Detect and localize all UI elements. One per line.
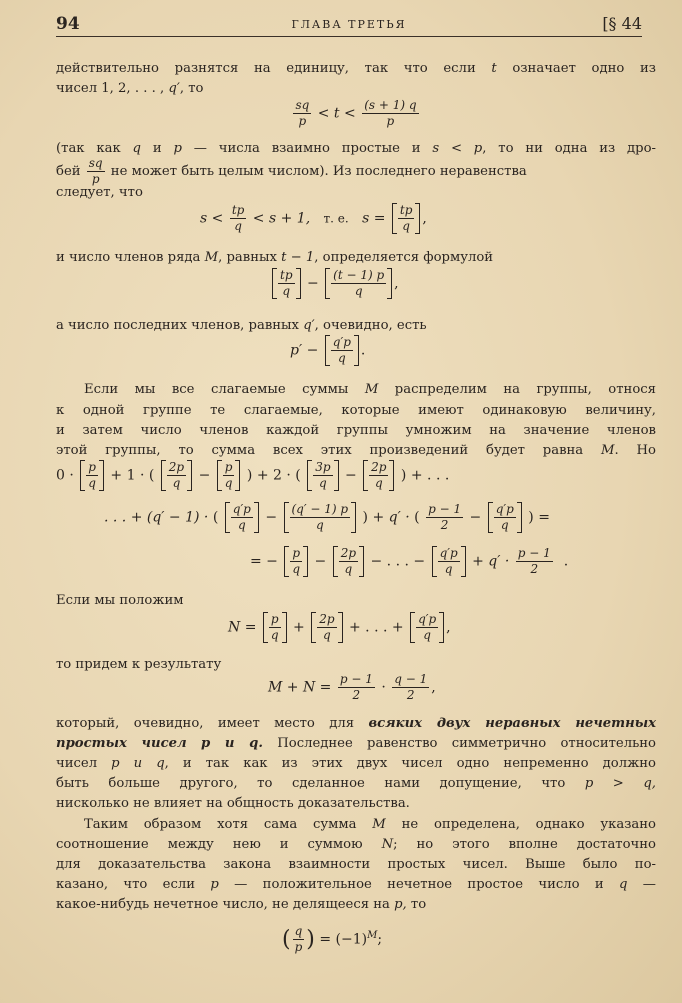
formula-2: s < $\frac{tp}{q}$ < s + 1, т. е. s = $\frac{tp}{q}$ , — [200, 203, 427, 233]
formula-3: $\frac{tp}{q}$ − $\frac{(t - 1) p}{q}$ , — [270, 268, 570, 299]
text-line-2: чисел 1, 2, . . . , q′, то — [56, 81, 204, 96]
paragraph-1-line-2: к одной группе те слагаемые, которые имеют одинаковую величину, — [56, 403, 656, 418]
section-number: [§ 44 — [602, 14, 642, 33]
paragraph-2-line-3: чисел p и q, и так как из этих двух чисел одно непременно должно — [56, 756, 656, 771]
paragraph-3-line-2: соотношение между нею и суммою N; но этого вполне достаточно — [56, 837, 656, 852]
text-line-6: и число членов ряда M, равных t − 1, определяется формулой — [56, 250, 494, 265]
page-header — [56, 14, 642, 40]
paragraph-3-line-4: казано, что если p — положительное нечетное простое число и q — — [56, 877, 656, 892]
formula-4: p′ − $\frac{q'p}{q}$ . — [290, 335, 366, 365]
paragraph-2-line-1: который, очевидно, имеет место для всяких двух неравных нечетных — [56, 716, 656, 731]
formula-9: M + N = $\frac{p - 1}{2}$ · $\frac{q - 1}{2}$ , — [268, 672, 436, 702]
paragraph-3-line-3: для доказательства закона взаимности простых чисел. Выше было по- — [56, 857, 656, 872]
text-line-3: (так как q и p — числа взаимно простые и s < p, то ни одна из дро- — [56, 141, 657, 156]
formula-6: . . . + (q′ − 1) · ( $\frac{q'p}{q}$ − $\frac{(q' - 1) p}{q}$ ) + q′ · ( $\frac{p - 1}{2}$ − $\frac{q'p}{q}$ ) = — [104, 502, 550, 532]
paragraph-2-line-5: нисколько не влияет на общность доказательства. — [56, 796, 410, 811]
text-line-8: Если мы положим — [56, 593, 184, 608]
text-line-5: следует, что — [56, 185, 143, 200]
paragraph-3-line-1: Таким образом хотя сама сумма M не определена, однако указано — [84, 817, 656, 832]
paragraph-1-line-3: и затем число членов каждой группы умножим на значение членов — [56, 423, 656, 438]
page-number: 94 — [56, 14, 80, 34]
chapter-title: ГЛАВА ТРЕТЬЯ — [291, 18, 407, 31]
paragraph-2-line-4: быть больше другого, то сделанное нами допущение, что p > q, — [56, 776, 656, 791]
text-line-7: а число последних членов, равных q′, очевидно, есть — [56, 318, 427, 333]
formula-1: $\frac{sq}{p}$ < t < $\frac{(s + 1) q}{p}$ — [295, 98, 417, 128]
text-line-4: бей $\frac{sq}{p}$ не может быть целым числом). Из последнего неравенства — [56, 156, 527, 186]
paragraph-3-line-5: какое-нибудь нечетное число, не делящееся на p, то — [56, 897, 427, 912]
text-line-1: действительно разнятся на единицу, так что если t означает одно из — [56, 61, 657, 76]
formula-10: ( $\frac{q}{p}$ ) = $(-1)^M$; — [282, 924, 383, 954]
paragraph-1-line-1: Если мы все слагаемые суммы M распределим на группы, относя — [84, 382, 656, 397]
formula-5: 0 · $\frac{p}{q}$ + 1 · ( $\frac{2p}{q}$ − $\frac{p}{q}$ ) + 2 · ( $\frac{3p}{q}$ − $\frac{2p}{q}$ ) + . . . — [56, 460, 450, 490]
formula-8: N = $\frac{p}{q}$ + $\frac{2p}{q}$ + . . . + $\frac{q'p}{q}$ , — [228, 612, 451, 642]
header-rule — [56, 36, 642, 37]
paragraph-2-line-2: простых чисел p и q. Последнее равенство симметрично относительно — [56, 736, 656, 751]
paragraph-1-line-4: этой группы, то сумма всех этих произведений будет равна M. Но — [56, 443, 656, 458]
text-line-9: то придем к результату — [56, 657, 222, 672]
formula-7: = − $\frac{p}{q}$ − $\frac{2p}{q}$ − . . . − $\frac{q'p}{q}$ + q′ · $\frac{p - 1}{2}$ . — [250, 546, 569, 576]
